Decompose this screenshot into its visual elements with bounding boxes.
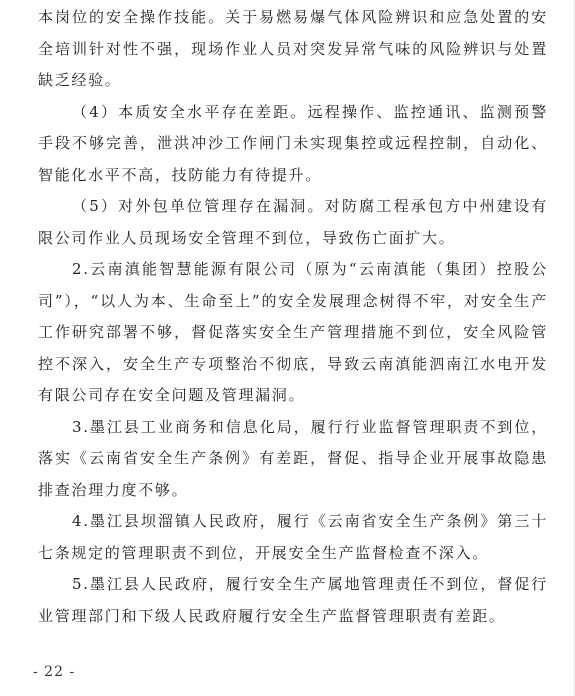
- paragraph-3: （5）对外包单位管理存在漏洞。对防腐工程承包方中州建设有限公司作业人员现场安全管理不到位，导致伤亡面扩大。: [38, 197, 548, 247]
- paragraph-1: 本岗位的安全操作技能。关于易燃易爆气体风险辨识和应急处置的安全培训针对性不强，现场作业人员对突发异常气味的风险辨识与处置缺乏经验。: [38, 8, 548, 89]
- paragraph-6: 4.墨江县坝溜镇人民政府，履行《云南省安全生产条例》第三十七条规定的管理职责不到位，开展安全生产监督检查不深入。: [38, 512, 548, 562]
- paragraph-4: 2.云南滇能智慧能源有限公司（原为“云南滇能（集团）控股公司”），“以人为本、生命至上”的安全发展理念树得不牢，对安全生产工作研究部署不够，督促落实安全生产管理措施不到位，安全风险管控不深入，安全生产专项整治不彻底，导致云南滇能泗南江水电开发有限公司存在安全问题及管理漏洞。: [38, 260, 548, 404]
- document-body: [38, 2, 548, 632]
- page-number: - 22 -: [33, 664, 76, 680]
- paragraph-5: 3.墨江县工业商务和信息化局，履行行业监督管理职责不到位，落实《云南省安全生产条例》有差距，督促、指导企业开展事故隐患排查治理力度不够。: [38, 417, 548, 499]
- paragraph-2: （4）本质安全水平存在差距。远程操作、监控通讯、监测预警手段不够完善，泄洪冲沙工作闸门未实现集控或远程控制，自动化、智能化水平不高，技防能力有待提升。: [38, 102, 548, 184]
- paragraph-7: 5.墨江县人民政府，履行安全生产属地管理责任不到位，督促行业管理部门和下级人民政府履行安全生产监督管理职责有差距。: [38, 575, 548, 625]
